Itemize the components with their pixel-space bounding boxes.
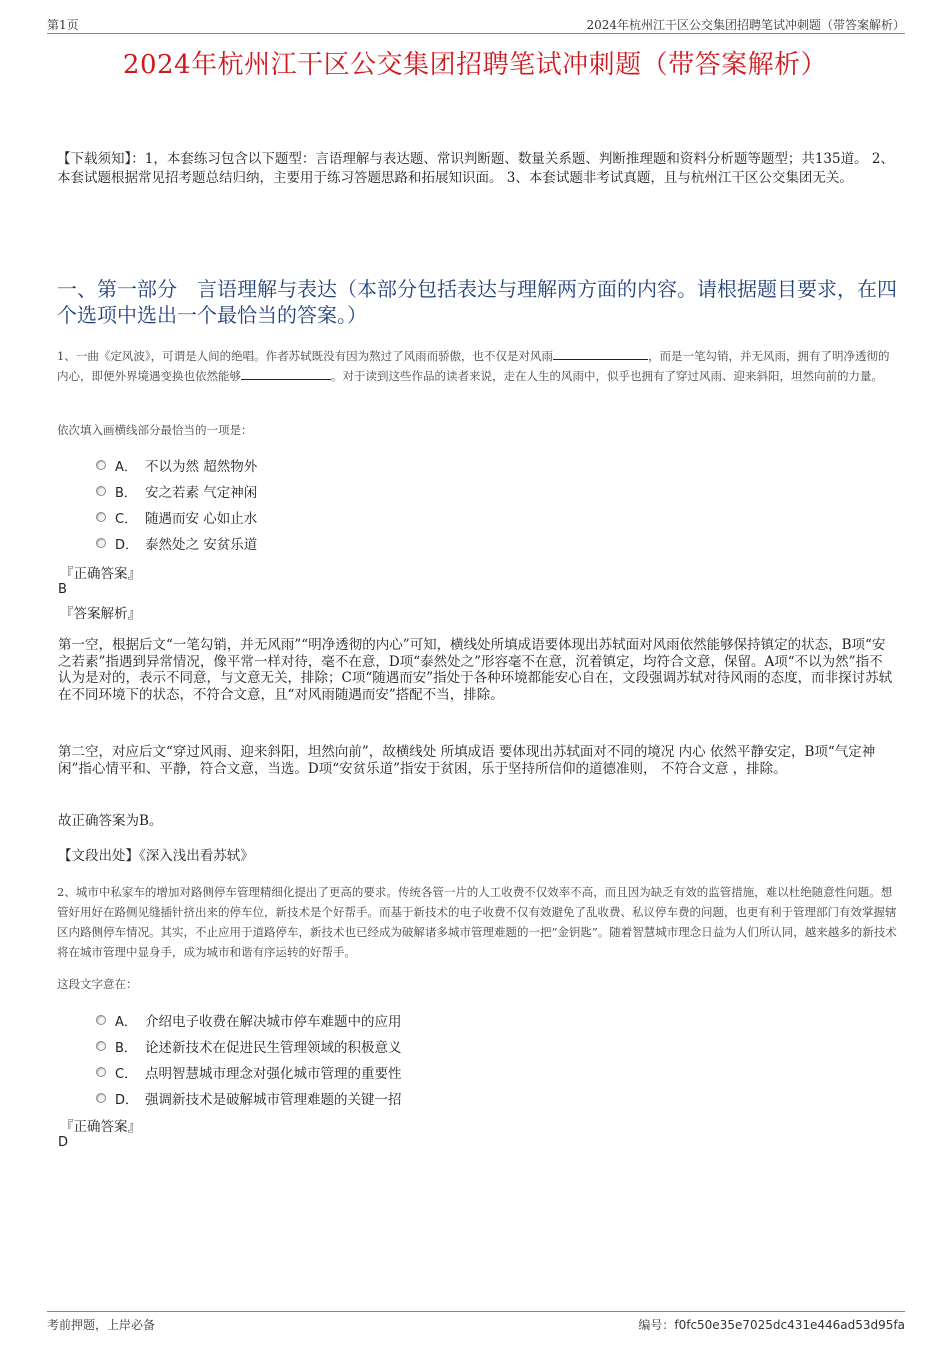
option-text: 泰然处之 安贫乐道: [145, 537, 258, 553]
question-1-prompt: 依次填入画横线部分最恰当的一项是：: [57, 423, 253, 437]
question-1-stem-text-3: 。对于读到这些作品的读者来说，走在人生的风雨中，似乎也拥有了穿过风雨、迎来斜阳，坦然向前的力量。: [331, 369, 883, 383]
code-value: f0fc50e35e7025dc431e446ad53d95fa: [674, 1318, 905, 1332]
option-letter: C．: [115, 1066, 138, 1082]
document-title: 2024年杭州江干区公交集团招聘笔试冲刺题（带答案解析）: [122, 50, 828, 80]
option-text: 随遇而安 心如止水: [145, 511, 258, 527]
source-citation: 【文段出处】《深入浅出看苏轼》: [58, 848, 254, 864]
option-text: 点明智慧城市理念对强化城市管理的重要性: [145, 1066, 402, 1082]
option-b[interactable]: [96, 1033, 796, 1059]
section-title: 一、第一部分 言语理解与表达（本部分包括表达与理解两方面的内容。请根据题目要求，在四个选项中选出一个最恰当的答案。）: [57, 277, 897, 327]
fill-blank-1: [553, 346, 648, 360]
option-c[interactable]: [96, 504, 796, 530]
option-d[interactable]: [96, 530, 796, 556]
radio-icon[interactable]: [96, 486, 106, 496]
radio-icon[interactable]: [96, 1093, 106, 1103]
option-text: 不以为然 超然物外: [145, 459, 258, 475]
option-letter: A．: [115, 459, 137, 475]
page-header: [47, 15, 905, 34]
answer-label: 『正确答案』: [60, 566, 141, 582]
option-letter: B．: [115, 485, 137, 501]
option-letter: B．: [115, 1040, 137, 1056]
option-letter: A．: [115, 1014, 137, 1030]
option-letter: C．: [115, 511, 138, 527]
option-c[interactable]: [96, 1059, 796, 1085]
option-text: 安之若素 气定神闲: [145, 485, 258, 501]
radio-icon[interactable]: [96, 1067, 106, 1077]
option-a[interactable]: [96, 1007, 796, 1033]
radio-icon[interactable]: [96, 460, 106, 470]
option-letter: D．: [115, 537, 139, 553]
question-2-stem: 2、城市中私家车的增加对路侧停车管理精细化提出了更高的要求。传统各管一片的人工收费不仅效率不高，而且因为缺乏有效的监管措施，难以杜绝随意性问题。想管好用好在路侧见缝插针挤出来的停车位，新技术是个好帮手。而基于新技术的电子收费不仅有效避免了乱收费、私议停车费的问题，也更有利于管理部门有效掌握辖区内路侧停车情况。其实，不止应用于道路停车，新技术也已经成为破解诸多城市管理难题的一把“金钥匙”。随着智慧城市理念日益为人们所认同，越来越多的新技术将在城市管理中显身手，成为城市和谐有序运转的好帮手。: [57, 885, 897, 959]
question-2-prompt: 这段文字意在：: [57, 977, 138, 991]
option-text: 介绍电子收费在解决城市停车难题中的应用: [145, 1014, 402, 1030]
radio-icon[interactable]: [96, 512, 106, 522]
question-1-options: [96, 452, 796, 556]
analysis-paragraph-2: 第二空，对应后文“穿过风雨、迎来斜阳，坦然向前”，故横线处 所填成语 要体现出苏轼面对不同的境况 内心 依然平静安定，B项“气定神闲”指心情平和、平静，符合文意，当选。D项“安贫乐道”指安于贫困，乐于坚持所信仰的道德准则， 不符合文意 ，排除。: [58, 744, 876, 777]
header-doc-title: 2024年杭州江干区公交集团招聘笔试冲刺题（带答案解析）: [586, 18, 905, 32]
analysis-paragraph-1: 第一空，根据后文“一笔勾销，并无风雨”“明净透彻的内心”可知，横线处所填成语要体现出苏轼面对风雨依然能够保持镇定的状态，B项“安之若素”指遇到异常情况，像平常一样对待，毫不在意，D项“泰然处之”形容毫不在意，沉着镇定，均符合文意，保留。A项“不以为然”指不认为是对的，表示不同意，与文意无关，排除；C项“随遇而安”指处于各种环境都能安心自在，文段强调苏轼对待风雨的态度，而非探讨苏轼在不同环境下的状态，不符合文意，且“对风雨随遇而安”搭配不当，排除。: [58, 637, 893, 703]
question-2-options: [96, 1007, 796, 1111]
option-text: 论述新技术在促进民生管理领域的积极意义: [145, 1040, 402, 1056]
correct-answer: B: [58, 582, 67, 597]
analysis-conclusion: 故正确答案为B。: [58, 813, 163, 829]
download-notice: 【下载须知】：1，本套练习包含以下题型：言语理解与表达题、常识判断题、数量关系题、判断推理题和资料分析题等题型；共135道。 2、本套试题根据常见招考题总结归纳，主要用于练习答题思路和拓展知识面。 3、本套试题非考试真题，且与杭州江干区公交集团无关。: [57, 151, 894, 186]
option-a[interactable]: [96, 452, 796, 478]
question-1-stem: [57, 346, 899, 386]
option-d[interactable]: [96, 1085, 796, 1111]
footer-code: [638, 1316, 905, 1333]
question-1-stem-text-1: 1、一曲《定风波》，可谓是人间的绝唱。作者苏轼既没有因为熬过了风雨而骄傲，也不仅是对风雨: [57, 349, 554, 363]
option-b[interactable]: [96, 478, 796, 504]
footer-slogan: 考前押题，上岸必备: [47, 1318, 156, 1332]
answer-label: 『正确答案』: [60, 1119, 141, 1135]
page-footer: [47, 1311, 905, 1332]
question-1-stem-text-2: ，而是一笔勾销，并无风雨，拥有了明净透彻的内心，即便外界境遇变换也依然能够: [57, 349, 890, 383]
analysis-label: 『答案解析』: [60, 606, 141, 622]
code-label: 编号：: [638, 1318, 675, 1332]
fill-blank-2: [241, 366, 331, 380]
radio-icon[interactable]: [96, 1015, 106, 1025]
page-number: 第1页: [47, 18, 79, 32]
option-letter: D．: [115, 1092, 139, 1108]
correct-answer: D: [58, 1135, 69, 1150]
radio-icon[interactable]: [96, 538, 106, 548]
radio-icon[interactable]: [96, 1041, 106, 1051]
option-text: 强调新技术是破解城市管理难题的关键一招: [145, 1092, 402, 1108]
